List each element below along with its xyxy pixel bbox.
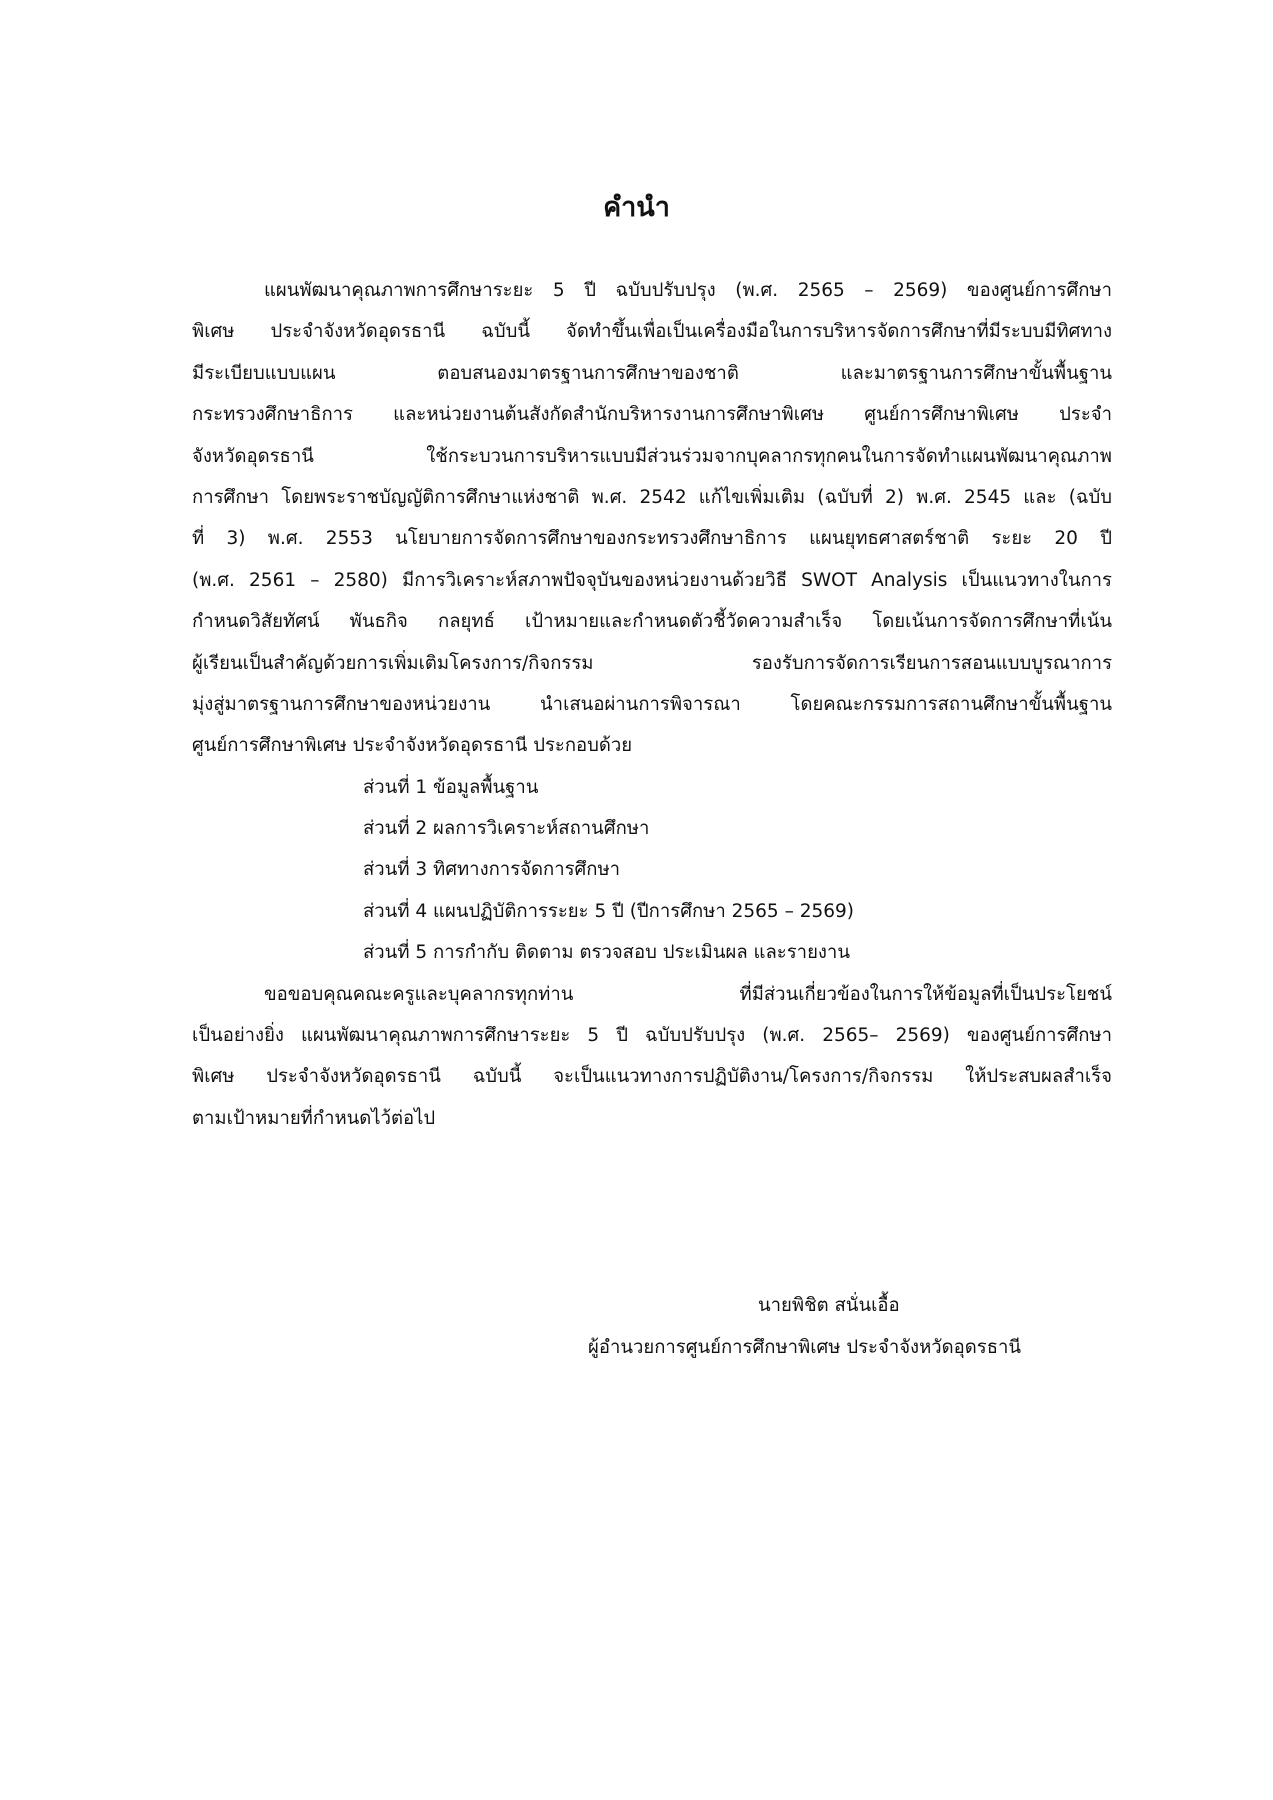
intro-line: ที่ 3) พ.ศ. 2553 นโยบายการจัดการศึกษาของกระทรวงศึกษาธิการ แผนยุทธศาสตร์ชาติ ระยะ 20 ปี: [192, 528, 1112, 550]
body-text: [192, 270, 1112, 1139]
signature-position: ผู้อำนวยการศูนย์การศึกษาพิเศษ ประจำจังหวัดอุดรธานี: [588, 1337, 1022, 1358]
intro-line: ศูนย์การศึกษาพิเศษ ประจำจังหวัดอุดรธานี ประกอบด้วย: [192, 735, 633, 757]
page-title: คำนำ: [603, 192, 670, 223]
intro-line: แผนพัฒนาคุณภาพการศึกษาระยะ 5 ปี ฉบับปรับปรุง (พ.ศ. 2565 – 2569) ของศูนย์การศึกษา: [264, 280, 1112, 301]
part-item: ส่วนที่ 3 ทิศทางการจัดการศึกษา: [363, 859, 621, 881]
thanks-line: ขอขอบคุณคณะครูและบุคลากรทุกท่าน ที่มีส่วนเกี่ยวข้องในการให้ข้อมูลที่เป็นประโยชน์: [264, 983, 1112, 1005]
part-item: ส่วนที่ 1 ข้อมูลพื้นฐาน: [363, 776, 539, 798]
intro-line: พิเศษ ประจำจังหวัดอุดรธานี ฉบับนี้ จัดทำขึ้นเพื่อเป็นเครื่องมือในการบริหารจัดการศึกษาที่มีระบบมีทิศทาง: [192, 321, 1112, 343]
signature-name: นายพิชิต สนั่นเอื้อ: [758, 1295, 900, 1316]
part-item: ส่วนที่ 4 แผนปฏิบัติการระยะ 5 ปี (ปีการศึกษา 2565 – 2569): [363, 900, 854, 922]
intro-line: มีระเบียบแบบแผน ตอบสนองมาตรฐานการศึกษาของชาติ และมาตรฐานการศึกษาขั้นพื้นฐาน: [192, 362, 1112, 384]
intro-line: (พ.ศ. 2561 – 2580) มีการวิเคราะห์สภาพปัจจุบันของหน่วยงานด้วยวิธี SWOT Analysis เป็นแนวทางในการ: [192, 569, 1112, 591]
part-item: ส่วนที่ 5 การกำกับ ติดตาม ตรวจสอบ ประเมินผล และรายงาน: [363, 942, 850, 964]
intro-line: กำหนดวิสัยทัศน์ พันธกิจ กลยุทธ์ เป้าหมายและกำหนดตัวชี้วัดความสำเร็จ โดยเน้นการจัดการศึกษาที่เน้น: [192, 611, 1112, 633]
intro-line: การศึกษา โดยพระราชบัญญัติการศึกษาแห่งชาติ พ.ศ. 2542 แก้ไขเพิ่มเติม (ฉบับที่ 2) พ.ศ. 2545 และ (ฉบับ: [192, 486, 1112, 508]
intro-line: ผู้เรียนเป็นสำคัญด้วยการเพิ่มเติมโครงการ/กิจกรรม รองรับการจัดการเรียนการสอนแบบบูรณาการ: [192, 652, 1112, 674]
intro-line: มุ่งสู่มาตรฐานการศึกษาของหน่วยงาน นำเสนอผ่านการพิจารณา โดยคณะกรรมการสถานศึกษาขั้นพื้นฐาน: [192, 693, 1112, 715]
intro-line: จังหวัดอุดรธานี ใช้กระบวนการบริหารแบบมีส่วนร่วมจากบุคลากรทุกคนในการจัดทำแผนพัฒนาคุณภาพ: [192, 445, 1112, 467]
thanks-line: ตามเป้าหมายที่กำหนดไว้ต่อไป: [192, 1107, 436, 1129]
intro-line: กระทรวงศึกษาธิการ และหน่วยงานต้นสังกัดสำนักบริหารงานการศึกษาพิเศษ ศูนย์การศึกษาพิเศษ ประจำ: [192, 404, 1112, 426]
thanks-line: พิเศษ ประจำจังหวัดอุดรธานี ฉบับนี้ จะเป็นแนวทางการปฏิบัติงาน/โครงการ/กิจกรรม ให้ประสบผลสำเร็จ: [192, 1066, 1112, 1088]
part-item: ส่วนที่ 2 ผลการวิเคราะห์สถานศึกษา: [363, 818, 650, 840]
thanks-line: เป็นอย่างยิ่ง แผนพัฒนาคุณภาพการศึกษาระยะ 5 ปี ฉบับปรับปรุง (พ.ศ. 2565– 2569) ของศูนย์การศึกษา: [192, 1025, 1112, 1047]
